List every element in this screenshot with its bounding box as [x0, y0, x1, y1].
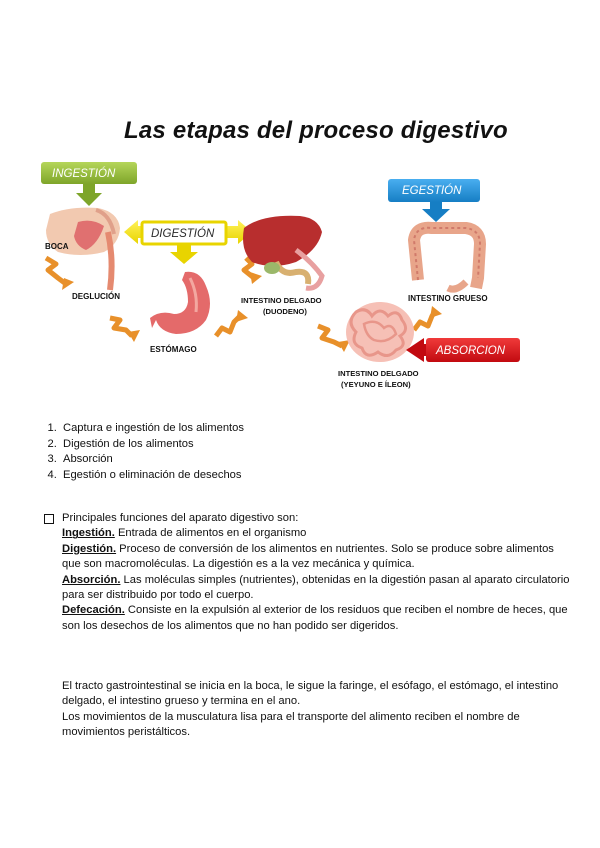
digestion-label: DIGESTIÓN: [151, 228, 215, 240]
functions-intro: Principales funciones del aparato digestivo son:: [40, 511, 570, 526]
page-title: Las etapas del proceso digestivo: [124, 117, 508, 144]
stomach-illustration: [150, 272, 210, 334]
function-text: Las moléculas simples (nutrientes), obtenidas en la digestión pasan al aparato circulatorio para ser distribuido por todo el cuerpo.: [62, 573, 570, 602]
absorcion-tag: [406, 338, 520, 362]
function-text: Consiste en la expulsión al exterior de los residuos que reciben el nombre de heces, que son los desechos de los alimentos que no han podido ser digeridos.: [62, 604, 568, 632]
large-intestine-illustration: [414, 228, 480, 289]
ingestion-tag: [41, 162, 137, 206]
digestion-tag: [124, 220, 252, 264]
function-term: Digestión.: [62, 542, 117, 555]
small-intestine-illustration: [346, 302, 414, 362]
function-item-defecacion: [40, 603, 570, 634]
function-item-ingestion: [40, 526, 570, 541]
checkbox-bullet-icon: [44, 514, 54, 524]
estomago-label: ESTÓMAGO: [150, 345, 197, 354]
yeyuno-ileon-sublabel: (YEYUNO E ÍLEON): [341, 380, 411, 389]
list-item: 2. Digestión de los alimentos: [60, 437, 244, 453]
intestino-delgado-yeyuno-label: INTESTINO DELGADO: [338, 369, 419, 378]
deglucion-label: DEGLUCIÓN: [72, 292, 120, 301]
intestino-delgado-duodeno-label: INTESTINO DELGADO: [241, 296, 322, 305]
tract-section: [62, 679, 562, 741]
stages-list: [40, 421, 244, 483]
function-item-absorcion: [40, 573, 570, 604]
tract-paragraph-2: Los movimientos de la musculatura lisa para el transporte del alimento reciben el nombre de movimientos peristálticos.: [62, 710, 520, 739]
tract-paragraph-1: El tracto gastrointestinal se inicia en la boca, le sigue la faringe, el esófago, el estómago, el intestino delgado, el intestino grueso y termina en el ano.: [62, 680, 559, 708]
absorcion-label: ABSORCION: [436, 345, 506, 357]
function-term: Absorción.: [62, 573, 121, 586]
function-term: Ingestión.: [62, 527, 115, 540]
function-term: Defecación.: [62, 604, 125, 617]
intestino-grueso-label: INTESTINO GRUESO: [408, 294, 488, 303]
egestion-tag: [388, 179, 480, 222]
boca-label: BOCA: [45, 242, 69, 251]
function-text: Proceso de conversión de los alimentos en nutrientes. Solo se produce sobre alimentos que son macromoléculas. La digestión es a la vez mecánica y química.: [62, 542, 554, 571]
digestive-stages-diagram: [0, 0, 600, 400]
egestion-label: EGESTIÓN: [402, 185, 462, 197]
function-text: Entrada de alimentos en el organismo: [114, 527, 307, 540]
functions-section: [40, 511, 570, 634]
function-item-digestion: [40, 542, 570, 573]
list-item: 3. Absorción: [60, 452, 244, 468]
ingestion-label: INGESTIÓN: [52, 168, 116, 180]
duodeno-sublabel: (DUODENO): [263, 307, 307, 316]
list-item: 1. Captura e ingestión de los alimentos: [60, 421, 244, 437]
list-item: 4. Egestión o eliminación de desechos: [60, 468, 244, 484]
